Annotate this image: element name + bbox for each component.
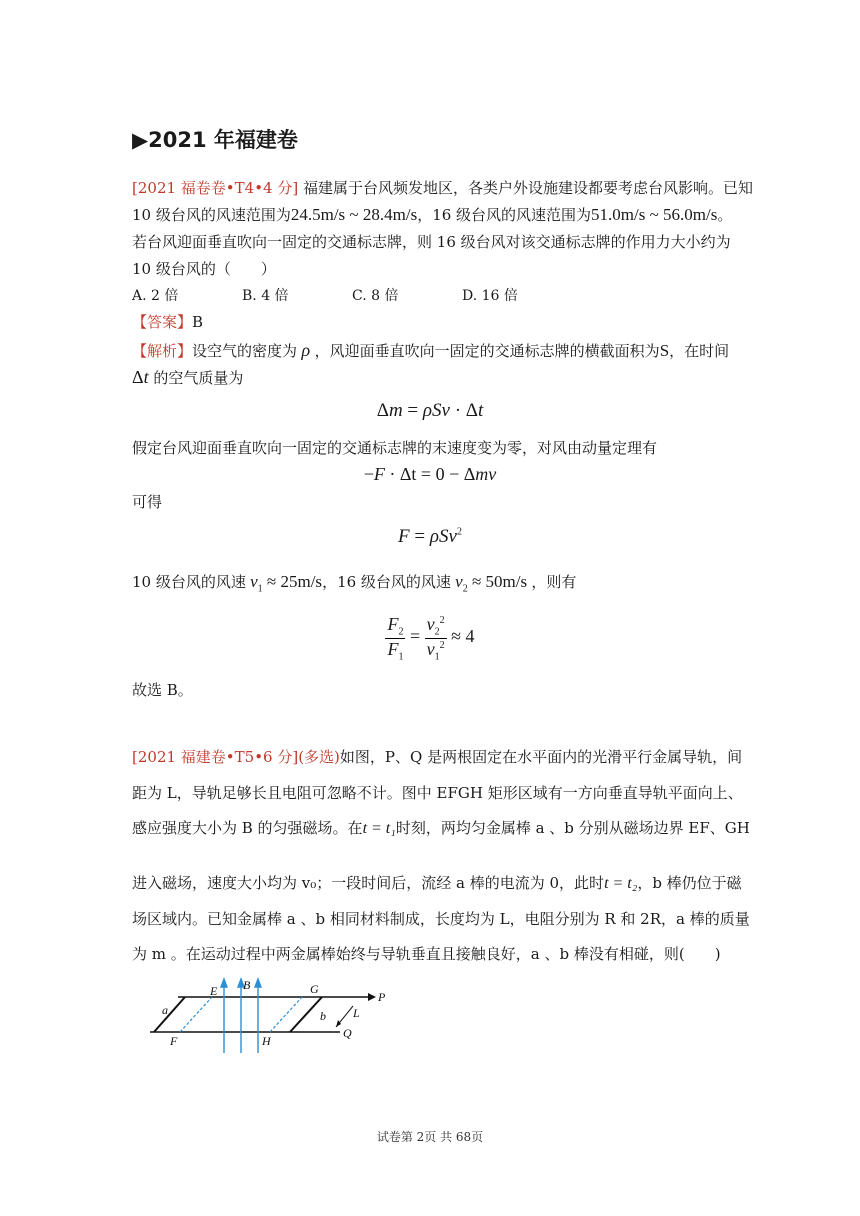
q1-source: [2021 福卷卷•T4•4 分]: [132, 179, 299, 197]
q1-text2: 假定台风迎面垂直吹向一固定的交通标志牌的末速度变为零，对风由动量定理有: [132, 439, 658, 457]
q1-stem-1: 福建属于台风频发地区，各类户外设施建设都要考虑台风影响。已知: [302, 179, 753, 197]
equation-1: Δm = ρSv · Δt: [376, 400, 484, 421]
q2-source: [2021 福建卷•T5•6 分]: [132, 748, 299, 766]
page-footer: 试卷第 2页 共 68页: [376, 1130, 484, 1144]
q2-line1: [2021 福建卷•T5•6 分](多选)如图，P、Q 是两根固定在水平面内的光滑平行金属导轨，间: [132, 748, 743, 766]
q1-option-a: A. 2 倍: [132, 288, 179, 304]
q1-option-b: B. 4 倍: [242, 288, 289, 304]
section-title: ▶2021 年福建卷: [132, 128, 298, 152]
label-b-rod: b: [320, 1009, 326, 1023]
field-lines: [221, 979, 261, 1053]
rod-b: [290, 997, 322, 1032]
q1-line3: 若台风迎面垂直吹向一固定的交通标志牌，则 16 级台风对该交通标志牌的作用力大小约为: [132, 233, 731, 251]
label-l: L: [353, 1006, 360, 1020]
label-g: G: [310, 982, 319, 996]
q1-analysis-line1: 【解析】设空气的密度为 ρ ，风迎面垂直吹向一固定的交通标志牌的横截面积为S，在时间: [132, 340, 730, 360]
label-f: F: [170, 1034, 178, 1048]
label-e: E: [210, 984, 218, 998]
q1-answer: 【答案】B: [132, 313, 204, 331]
rail-p-arrow: [368, 993, 376, 1001]
equation-4: $\frac{F_2}{F_1}$ = $\frac{v_2^2}{v_1^2}$ ≈ 4: [387, 614, 475, 663]
q1-line4: 10 级台风的（ ）: [132, 260, 276, 278]
label-q: Q: [343, 1026, 352, 1040]
q2-line6: 为 m 。在运动过程中两金属棒始终与导轨垂直且接触良好，a 、b 棒没有相碰，则( ): [132, 945, 721, 963]
equation-2: −F · Δt = 0 − Δmv: [363, 464, 497, 484]
boundary-gh: [270, 997, 302, 1032]
label-h: H: [262, 1034, 271, 1048]
q1-text4: 10 级台风的风速 $v_1 \approx 25m/s$，16 级台风的风速 $v_2 \approx 50m/s$ ，则有: [132, 572, 577, 595]
q2-line5: 场区域内。已知金属棒 a 、b 相同材料制成，长度均为 L，电阻分别为 R 和 2R，a 棒的质量: [132, 910, 750, 928]
rod-a: [154, 997, 185, 1032]
rail-diagram: [140, 975, 400, 1060]
equation-3: F = ρSv$^2$: [398, 526, 462, 547]
q1-analysis-line2: Δt 的空气质量为: [132, 367, 244, 387]
q2-tag: (多选): [298, 748, 340, 766]
q1-option-d: D. 16 倍: [462, 288, 518, 304]
q2-line4: 进入磁场，速度大小均为 v₀；一段时间后，流经 a 棒的电流为 0，此时t = t₂，b 棒仍位于磁: [132, 874, 742, 892]
label-p: P: [378, 990, 386, 1004]
boundary-ef: [180, 997, 212, 1032]
q1-conclusion: 故选 B。: [132, 681, 193, 699]
q1-line1: [132, 178, 753, 198]
q2-line2: 距为 L，导轨足够长且电阻可忽略不计。图中 EFGH 矩形区域有一方向垂直导轨平面向上、: [132, 784, 743, 802]
q1-option-c: C. 8 倍: [352, 288, 399, 304]
q2-line3: 感应强度大小为 B 的匀强磁场。在t = t₁时刻，两均匀金属棒 a 、b 分别从磁场边界 EF、GH: [132, 819, 750, 837]
label-b: B: [243, 978, 251, 992]
q1-line2: 10 级台风的风速范围为24.5m/s ~ 28.4m/s，16 级台风的风速范围为51.0m/s ~ 56.0m/s。: [132, 205, 733, 224]
q1-text3: 可得: [132, 493, 163, 511]
label-a: a: [162, 1003, 168, 1017]
